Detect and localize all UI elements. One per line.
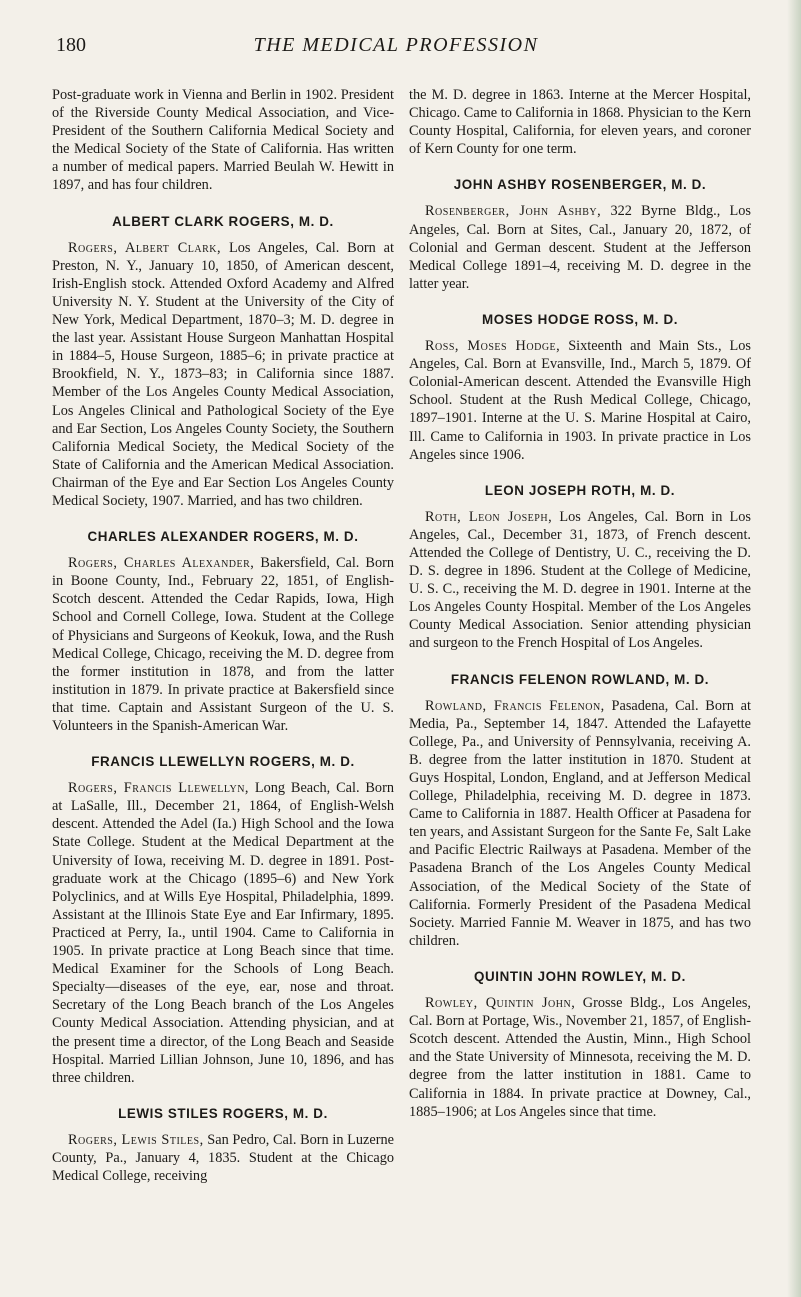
continued-paragraph: the M. D. degree in 1863. Interne at the Mercer Hospital, Chicago. Came to California in 1868. Physician to the Kern County Hospital, California, for eleven years, and coroner of Kern County for one term. <box>409 87 751 158</box>
entry-text: Long Beach, Cal. Born at LaSalle, Ill., December 21, 1864, of English-Welsh descent. Attended the Adel (Ia.) High School and the Iowa State College. Student at the Medical Department at the University of Iowa, receiving M. D. degree in 1891. Post-graduate work at the Chicago (1895–6) and New York Polyclinics, and at Wills Eye Hospital, Philadelphia, 1899. Assistant at the Illinois State Eye and Ear Infirmary, 1895. Practiced at Perry, Ia., until 1904. Came to California in 1905. In private practice at Long Beach since that time. Medical Examiner for the Schools of Long Beach. Specialty—diseases of the eye, ear, nose and throat. Secretary of the Long Beach branch of the Los Angeles County Medical Association. Attending physician, and at the present time a director, of the Long Beach and Seaside Hospital. Married Lillian Johnson, June 10, 1896, and has three children. <box>52 780 394 1086</box>
entry-heading: LEON JOSEPH ROTH, M. D. <box>484 482 676 498</box>
entry-lead-name: Rowland, Francis Felenon, <box>425 697 605 714</box>
running-title: THE MEDICAL PROFESSION <box>253 34 539 56</box>
entry-paragraph <box>409 994 751 1121</box>
page-number: 180 <box>56 34 86 56</box>
entry-text: Los Angeles, Cal. Born at Preston, N. Y., January 10, 1850, of American descent, Irish-English stock. Attended Oxford Academy and Alfred University N. Y. Student at the University of the City of New York, Medical Department, 1870–3; M. D. degree in the last year. Assistant House Surgeon Manhattan Hospital in 1884–5, House Surgeon, 1885–6; in private practice at Brookfield, N. Y., 1873–83; in California since 1887. Member of the Los Angeles County Medical Association, Los Angeles Clinical and Pathological Society of the Eye and Ear Section, Los Angeles County Society, the Southern California Medical Society, the Medical Society of the State of California and the American Medical Association. Chairman of the Eye and Ear Section Los Angeles County Medical Society, 1907. Married, and has two children. <box>52 239 394 509</box>
entry-heading: ALBERT CLARK ROGERS, M. D. <box>112 213 334 229</box>
entry-paragraph <box>52 779 394 1087</box>
entry-heading: FRANCIS FELENON ROWLAND, M. D. <box>450 671 710 687</box>
left-column <box>52 86 394 1185</box>
entry-paragraph <box>409 697 751 950</box>
entry-lead-name: Rosenberger, John Ashby, <box>425 203 602 220</box>
entry-text: Los Angeles, Cal. Born in Los Angeles, Cal., December 31, 1873, of French descent. Attended the College of Dentistry, U. C., receiving the D. D. S. degree in 1896. Student at the College of Medicine, U. S. C., receiving the M. D. degree in 1901. Interne at the Los Angeles County Hospital. Member of the Los Angeles County Medical Association. Senior attending physician and surgeon to the French Hospital of Los Angeles. <box>409 508 751 652</box>
entry-heading: FRANCIS LLEWELLYN ROGERS, M. D. <box>91 754 355 770</box>
entry-text: Sixteenth and Main Sts., Los Angeles, Cal. Born at Evansville, Ind., March 5, 1879. Of Colonial-American descent. Attended the Evansville High School. Student at the Rush Medical College, Chicago, 1897–1901. Interne at the U. S. Marine Hospital at Cairo, Ill. Came to California in 1903. In private practice in Los Angeles since 1906. <box>409 338 751 463</box>
entry-heading: QUINTIN JOHN ROWLEY, M. D. <box>474 968 686 984</box>
continued-paragraph: Post-graduate work in Vienna and Berlin in 1902. President of the Riverside County Medical Association, and Vice-President of the Southern California Medical Society and the Medical Society of the State of California. Has written a number of medical papers. Married Beulah W. Hewitt in 1897, and has four children. <box>52 87 394 194</box>
entry-lead-name: Rogers, Albert Clark, <box>68 239 222 256</box>
entry-heading: LEWIS STILES ROGERS, M. D. <box>118 1105 328 1121</box>
entry-heading: MOSES HODGE ROSS, M. D. <box>481 311 679 327</box>
entry-paragraph <box>52 554 394 735</box>
entry-text: 322 Byrne Bldg., Los Angeles, Cal. Born at Sites, Cal., January 20, 1872, of Colonial and German descent. Student at the Jefferson Medical College 1891–4, receiving M. D. degree in the latter year. <box>409 203 751 292</box>
entry-text: San Pedro, Cal. Born in Luzerne County, Pa., January 4, 1835. Student at the Chicago Medical College, receiving <box>52 1131 394 1185</box>
entry-paragraph <box>52 239 394 510</box>
page-edge-shadow <box>787 0 801 1297</box>
entry-paragraph <box>409 337 751 464</box>
entry-paragraph <box>52 1131 394 1185</box>
entry-lead-name: Roth, Leon Joseph, <box>425 508 553 525</box>
entry-text: Grosse Bldg., Los Angeles, Cal. Born at Portage, Wis., November 21, 1857, of English-Scotch descent. Attended the Austin, Minn., High School and the State University of Minnesota, receiving the M. D. degree from the latter institution in 1881. Came to California in 1884. In private practice at Downey, Cal., 1885–1906; at Los Angeles since that time. <box>409 995 751 1120</box>
entry-paragraph <box>409 202 751 292</box>
page-header <box>56 34 736 64</box>
entry-heading: JOHN ASHBY ROSENBERGER, M. D. <box>453 177 707 193</box>
entry-heading: CHARLES ALEXANDER ROGERS, M. D. <box>87 529 359 545</box>
entry-lead-name: Rogers, Charles Alexander, <box>68 555 255 572</box>
entry-paragraph <box>409 508 751 653</box>
entry-lead-name: Rowley, Quintin John, <box>425 995 576 1012</box>
entry-lead-name: Rogers, Francis Llewellyn, <box>68 780 249 797</box>
entry-text: Bakersfield, Cal. Born in Boone County, Ind., February 22, 1851, of English-Scotch descent. Attended the Cedar Rapids, Iowa, High School and Cornell College, Iowa. Student at the College of Physicians and Surgeons of Keokuk, Iowa, and the Rush Medical College, Chicago, receiving the M. D. degree from the former institution in 1878, and from the latter institution in 1879. In private practice at Bakersfield since that time. Captain and Assistant Surgeon of the U. S. Volunteers in the Spanish-American War. <box>52 555 394 734</box>
right-column <box>409 86 751 1121</box>
entry-lead-name: Ross, Moses Hodge, <box>425 338 561 355</box>
entry-text: Pasadena, Cal. Born at Media, Pa., September 14, 1847. Attended the Lafayette College, Pa., and University of Pennsylvania, receiving A. B. degree from the latter institution in 1870. Student at Guys Hospital, London, England, and at Jefferson Medical College, Philadelphia, receiving M. D. degree in 1873. Came to California in 1887. Health Officer at Pasadena for ten years, and Assistant Surgeon for the Sante Fe, Salt Lake and Pacific Electric Railways at Pasadena. Member of the Pasadena Branch of the Los Angeles County Medical Association, of the Medical Society of the State of California. Formerly President of the Pasadena Medical Society. Married Fannie M. Weaver in 1875, and has two children. <box>409 697 752 949</box>
entry-lead-name: Rogers, Lewis Stiles, <box>68 1131 204 1148</box>
